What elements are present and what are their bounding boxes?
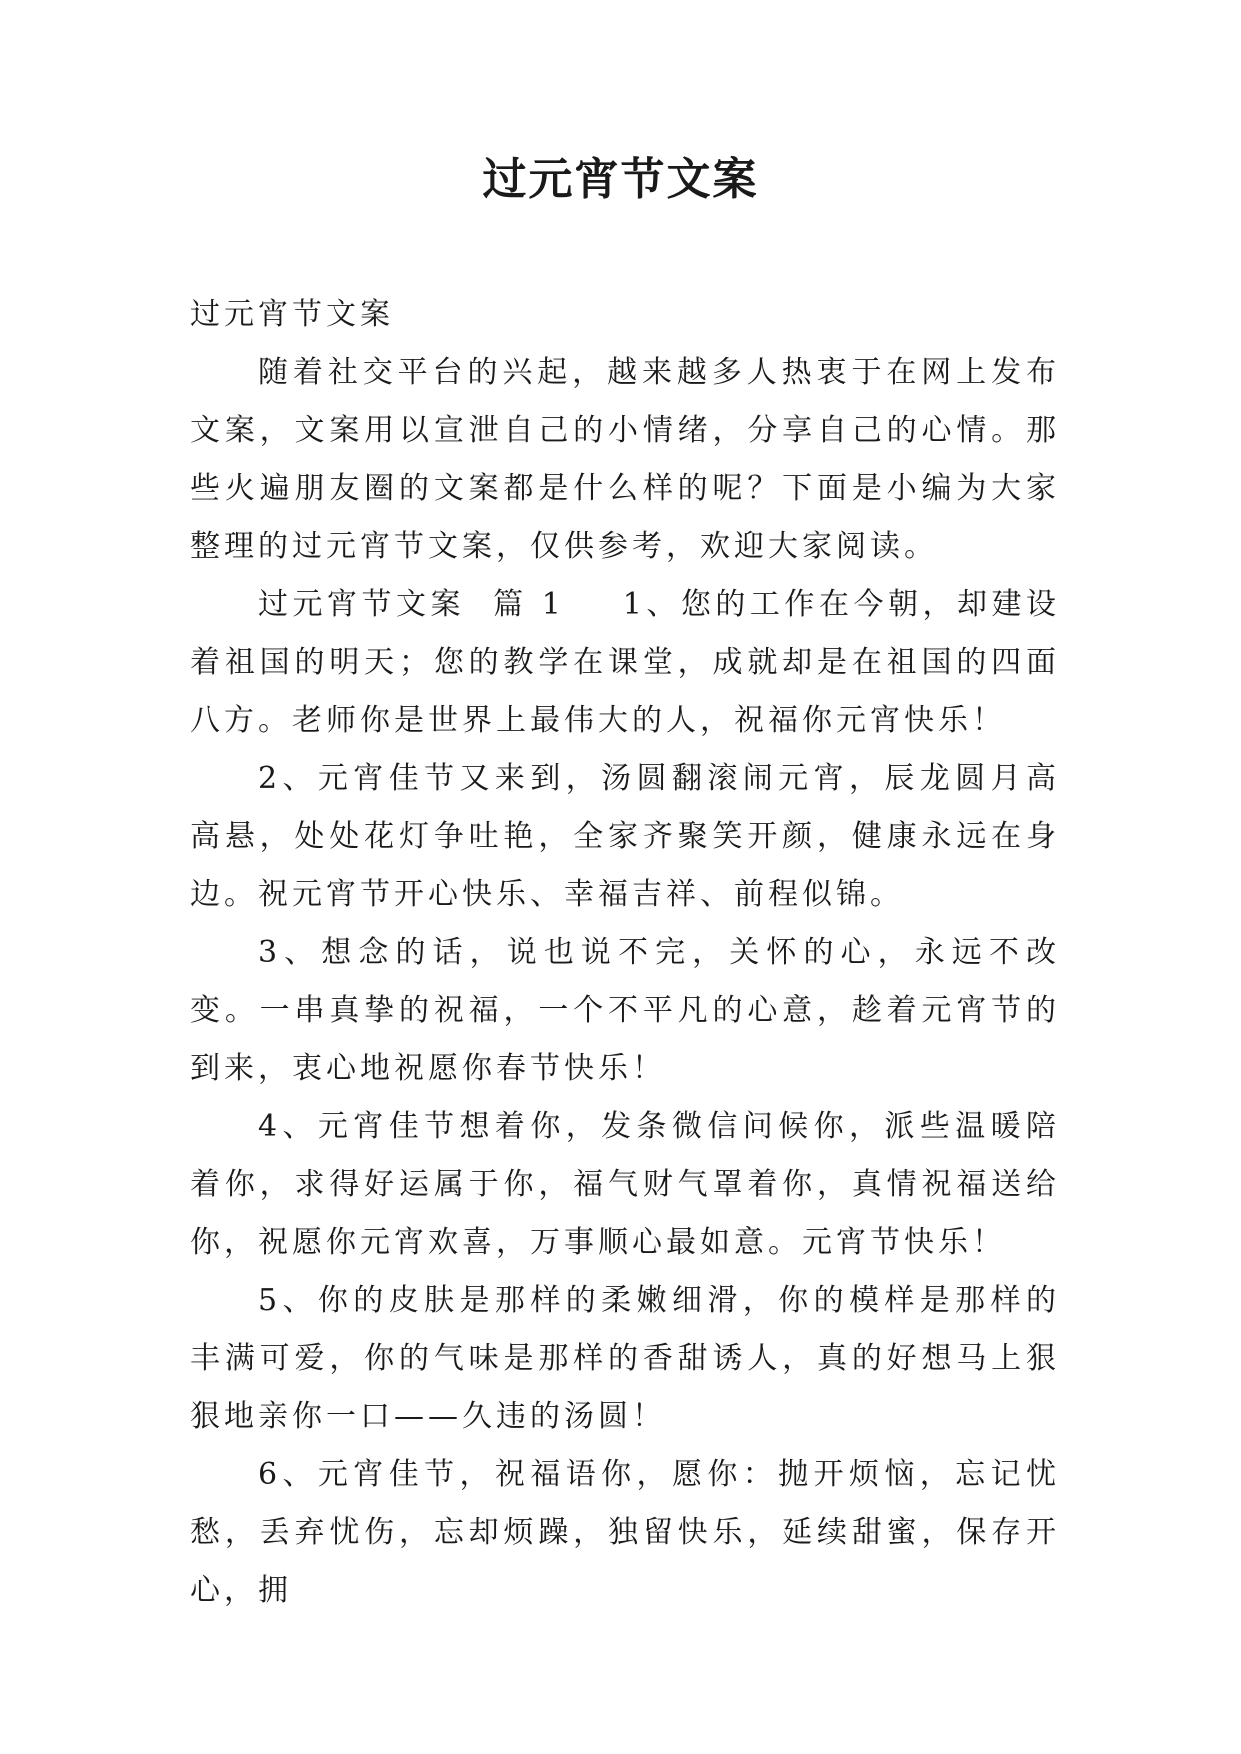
list-item: 2、元宵佳节又来到，汤圆翻滚闹元宵，辰龙圆月高高悬，处处花灯争吐艳，全家齐聚笑开颜，健康永远在身边。祝元宵节开心快乐、幸福吉祥、前程似锦。 (190, 761, 1060, 912)
list-item: 3、想念的话，说也说不完，关怀的心，永远不改变。一串真挚的祝福，一个不平凡的心意，趁着元宵节的到来，衷心地祝愿你春节快乐！ (190, 935, 1060, 1086)
list-item: 4、元宵佳节想着你，发条微信问候你，派些温暖陪着你，求得好运属于你，福气财气罩着你，真情祝福送给你，祝愿你元宵欢喜，万事顺心最如意。元宵节快乐！ (190, 1109, 1060, 1260)
section-paragraph (190, 576, 1060, 750)
list-item: 6、元宵佳节，祝福语你，愿你：抛开烦恼，忘记忧愁，丢弃忧伤，忘却烦躁，独留快乐，延续甜蜜，保存开心，拥 (190, 1457, 1060, 1608)
document-subtitle: 过元宵节文案 (190, 297, 394, 332)
intro-paragraph: 随着社交平台的兴起，越来越多人热衷于在网上发布文案，文案用以宣泄自己的小情绪，分享自己的心情。那些火遍朋友圈的文案都是什么样的呢？下面是小编为大家整理的过元宵节文案，仅供参考，欢迎大家阅读。 (190, 355, 1060, 564)
section-heading: 过元宵节文案 篇 1 (258, 587, 565, 622)
document-body (190, 286, 1060, 1620)
list-item: 5、你的皮肤是那样的柔嫩细滑，你的模样是那样的丰满可爱，你的气味是那样的香甜诱人，真的好想马上狠狠地亲你一口——久违的汤圆！ (190, 1283, 1060, 1434)
list-item: 1、您的工作在今朝，却建设着祖国的明天；您的教学在课堂，成就却是在祖国的四面八方。老师你是世界上最伟大的人，祝福你元宵快乐！ (190, 587, 1060, 738)
document-title: 过元宵节文案 (482, 154, 759, 205)
